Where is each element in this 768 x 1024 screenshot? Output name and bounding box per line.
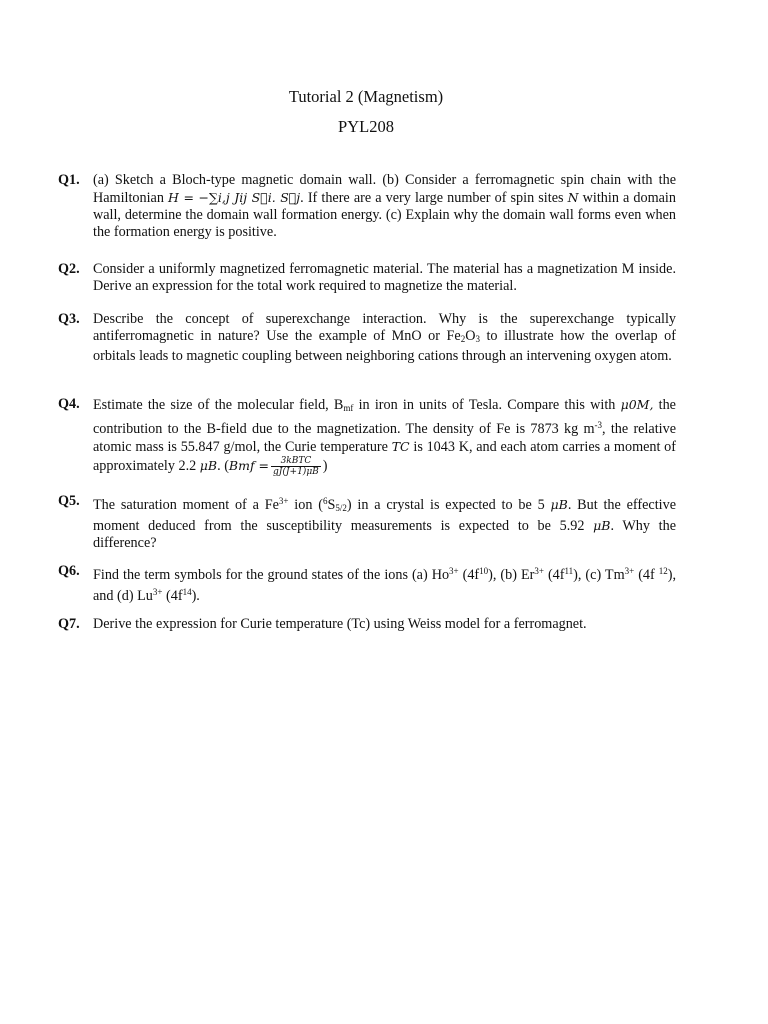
question-text: The saturation moment of a $Fe^{3+}$ ion $(^6S_{5/2})$ in a crystal is expected to be 5 μB. But the effective moment deduced from the susceptibility measurements is expected to be 5.92 μB. Why the difference? (93, 496, 677, 551)
question-5 (58, 493, 676, 552)
question-6 (58, 563, 676, 605)
question-number: Q1. (58, 172, 80, 188)
symbol-n: N (567, 190, 579, 205)
question-number: Q6. (58, 563, 80, 579)
question-number: Q5. (58, 493, 80, 509)
question-3 (58, 311, 676, 365)
page-title: Tutorial 2 (Magnetism) (288, 87, 444, 106)
question-number: Q7. (58, 616, 80, 632)
fraction-numerator: 3kBTC (271, 456, 321, 467)
hamiltonian-formula: H = −∑i,j Jij S⃗i. S⃗j (168, 190, 301, 205)
fraction-denominator: gJ(J+1)μB (273, 467, 319, 477)
bohr-magneton-symbol: μB (199, 457, 218, 473)
course-code: PYL208 (338, 117, 394, 136)
question-2 (58, 261, 676, 295)
question-number: Q2. (58, 261, 80, 277)
molecular-field-fraction (271, 456, 321, 477)
question-text: Estimate the size of the molecular field, $B_{mf}$ in iron in units of Tesla. Compare this with μ0M, the contribution to the B-field due to the magnetization. The density of Fe is 7873 kg $m^{-3}$, the relative atomic mass is 55.847 g/mol, the Curie temperature TC is 1043 K, and each atom carries a moment of approximately 2.2 μB. (Bmf = $\frac{\text{3kBTC}}{gJ(J+1)\mu B}$ ) (93, 397, 677, 477)
question-1 (58, 172, 676, 241)
molecular-field-symbol: Bmf = (228, 457, 270, 473)
mu0-m-symbol: μ0M, (620, 397, 654, 412)
question-text: Consider a uniformly magnetized ferromagnetic material. The material has a magnetization M inside. Derive an expression for the total work required to magnetize the material. (93, 261, 676, 294)
question-text: (a) Sketch a Bloch-type magnetic domain wall. (b) Consider a ferromagnetic spin chain with the Hamiltonian H = −∑i,j Jij S⃗i. S⃗j. If there are a very large number of spin sites N within a domain wall, determine the domain wall formation energy. (c) Explain why the domain wall forms even when the formation energy is positive. (93, 172, 676, 240)
question-4 (58, 396, 676, 477)
question-text: Derive the expression for Curie temperature (Tc) using Weiss model for a ferromagnet. (93, 616, 587, 632)
question-text: Describe the concept of superexchange interaction. Why is the superexchange typically antiferromagnetic in nature? Use the example of MnO or $Fe_2O_3$ to illustrate how the overlap of orbitals leads to magnetic coupling between neighboring cations through an intervening oxygen atom. (93, 311, 676, 364)
question-number: Q4. (58, 396, 80, 412)
curie-temperature-symbol: TC (391, 439, 410, 454)
bohr-magneton-symbol: μB (593, 518, 611, 533)
bohr-magneton-symbol: μB (550, 497, 568, 512)
question-number: Q3. (58, 311, 80, 327)
question-text: Find the term symbols for the ground states of the ions (a) $Ho^{3+}$ $(4f^{10})$, (b) $Er^{3+}$ $(4f^{11})$, (c) $Tm^{3+}$ (4f $^{12}$), and (d) $Lu^{3+}$ $(4f^{14})$. (93, 566, 677, 604)
question-7 (58, 616, 676, 633)
